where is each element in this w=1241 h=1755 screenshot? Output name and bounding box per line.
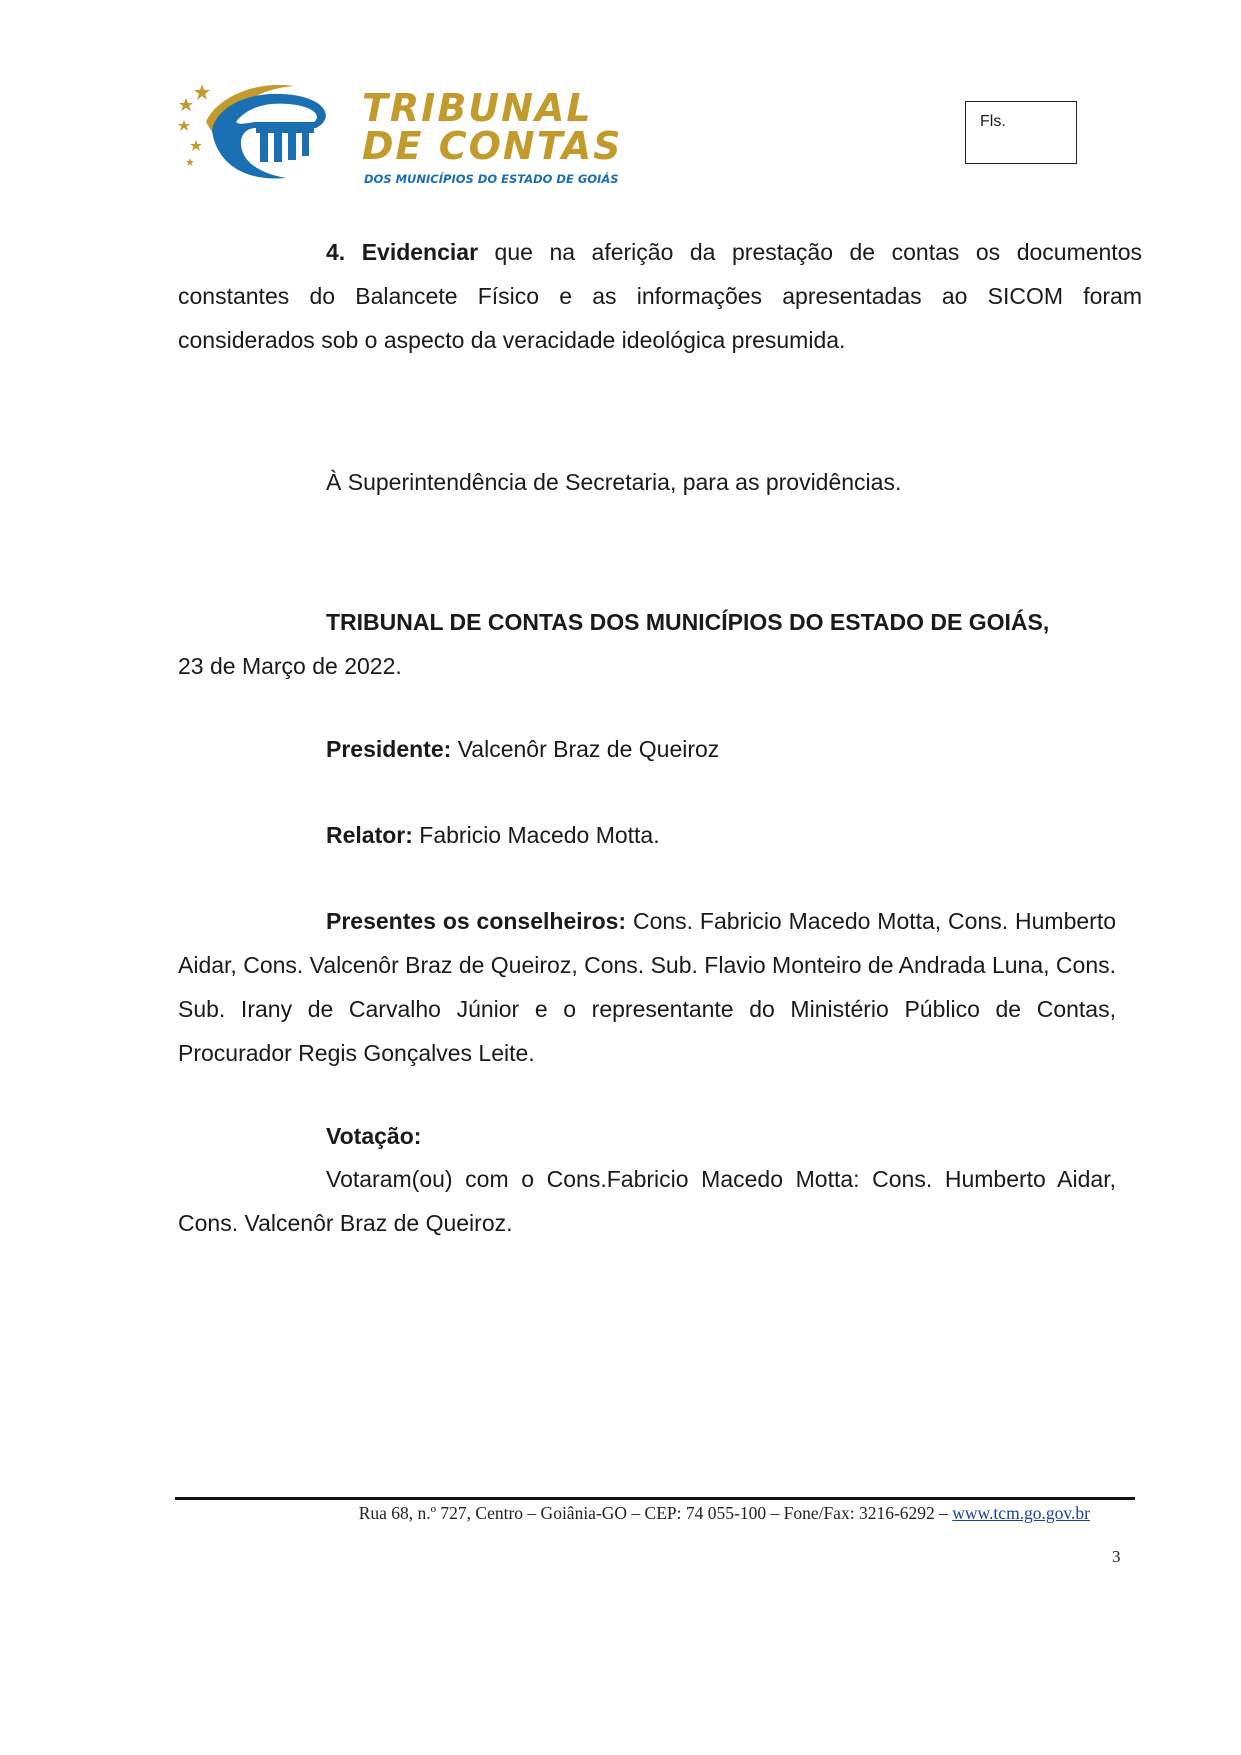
vote-text: Votaram(ou) com o Cons.Fabricio Macedo Motta: Cons. Humberto Aidar, Cons. Valcenôr Braz de Queiroz. — [178, 1166, 1116, 1236]
president-paragraph — [178, 727, 1142, 771]
dispatch-paragraph — [178, 460, 1142, 504]
item-4-text: que na aferição da prestação de contas os documentos constantes do Balancete Físico e as informações apresentadas ao SICOM foram considerados sob o aspecto da veracidade ideológica presumida. — [178, 239, 1142, 353]
vote-label: Votação: — [326, 1123, 422, 1149]
date-text: 23 de Março de 2022. — [178, 653, 402, 679]
present-paragraph — [178, 899, 1116, 1075]
logo-subtitle: DOS MUNICÍPIOS DO ESTADO DE GOIÁS — [364, 172, 619, 186]
present-label: Presentes os conselheiros: — [326, 908, 627, 934]
tcm-emblem-icon — [176, 78, 356, 188]
president-name: Valcenôr Braz de Queiroz — [451, 736, 720, 762]
vote-paragraph — [178, 1157, 1116, 1245]
footer-address-text: Rua 68, n.º 727, Centro – Goiânia-GO – CEP: 74 055-100 – Fone/Fax: 3216-6292 – — [358, 1503, 953, 1523]
court-name: TRIBUNAL DE CONTAS DOS MUNICÍPIOS DO ESTADO DE GOIÁS, — [326, 609, 1050, 635]
logo-title-line2: DE CONTAS — [362, 124, 623, 168]
logo-title-line1: TRIBUNAL — [362, 86, 593, 130]
item-4-paragraph — [178, 230, 1142, 362]
president-label: Presidente: — [326, 736, 452, 762]
footer-divider — [175, 1497, 1135, 1500]
page-number: 3 — [1112, 1547, 1121, 1566]
website-link[interactable]: www.tcm.go.gov.br — [952, 1503, 1090, 1523]
rapporteur-label: Relator: — [326, 822, 413, 848]
fls-box — [965, 101, 1077, 164]
vote-heading-paragraph — [178, 1114, 1142, 1158]
rapporteur-paragraph — [178, 813, 1142, 857]
present-text: Cons. Fabricio Macedo Motta, Cons. Humberto Aidar, Cons. Valcenôr Braz de Queiroz, Cons. Sub. Flavio Monteiro de Andrada Luna, Cons. Sub. Irany de Carvalho Júnior e o representante do Ministério Público de Contas, Procurador Regis Gonçalves Leite. — [178, 908, 1116, 1066]
fls-label: Fls. — [980, 113, 1006, 130]
item-4-bold: 4. Evidenciar — [326, 239, 479, 265]
tcm-logo — [176, 78, 623, 188]
dispatch-text: À Superintendência de Secretaria, para as providências. — [326, 469, 902, 495]
footer-address — [178, 1503, 1090, 1524]
rapporteur-name: Fabricio Macedo Motta. — [412, 822, 660, 848]
court-paragraph — [178, 600, 1128, 688]
